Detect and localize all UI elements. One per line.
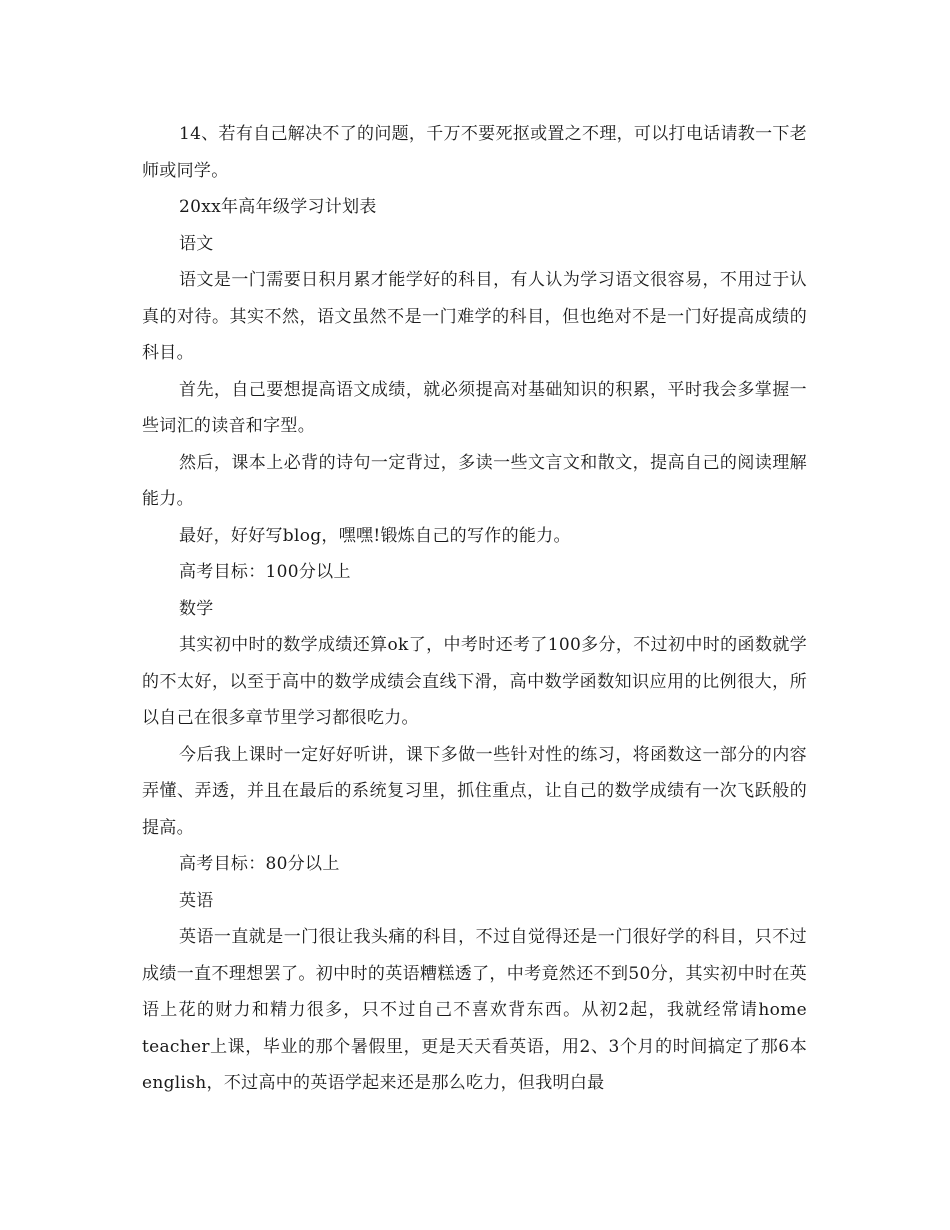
paragraph-english-intro: 英语一直就是一门很让我头痛的科目，不过自觉得还是一门很好学的科目，只不过成绩一直不理想罢了。初中时的英语糟糕透了，中考竟然还不到50分，其实初中时在英语上花的财力和精力很多，只不过自己不喜欢背东西。从初2起，我就经常请home teacher上课，毕业的那个暑假里，更是天天看英语，用2、3个月的时间搞定了那6本english，不过高中的英语学起来还是那么吃力，但我明白最 (142, 927, 807, 1093)
paragraph-chinese-intro: 语文是一门需要日积月累才能学好的科目，有人认为学习语文很容易，不用过于认真的对待。其实不然，语文虽然不是一门难学的科目，但也绝对不是一门好提高成绩的科目。 (142, 270, 807, 363)
paragraph-tip-14: 14、若有自己解决不了的问题，千万不要死抠或置之不理，可以打电话请教一下老师或同学。 (142, 124, 807, 181)
paragraph-math-intro: 其实初中时的数学成绩还算ok了，中考时还考了100多分，不过初中时的函数就学的不太好，以至于高中的数学成绩会直线下滑，高中数学函数知识应用的比例很大，所以自己在很多章节里学习都很吃力。 (142, 635, 807, 728)
document-page (142, 116, 807, 1102)
paragraph-chinese-finally: 最好，好好写blog，嘿嘿!锻炼自己的写作的能力。 (179, 525, 571, 546)
paragraph-math-plan: 今后我上课时一定好好听讲，课下多做一些针对性的练习，将函数这一部分的内容弄懂、弄透，并且在最后的系统复习里，抓住重点，让自己的数学成绩有一次飞跃般的提高。 (142, 744, 807, 838)
section-heading-english: 英语 (179, 890, 214, 911)
paragraph-chinese-first: 首先，自己要想提高语文成绩，就必须提高对基础知识的积累，平时我会多掌握一些词汇的读音和字型。 (142, 379, 807, 436)
section-heading-chinese: 语文 (179, 233, 214, 254)
section-heading-math: 数学 (179, 598, 214, 619)
plan-title: 20xx年高年级学习计划表 (179, 197, 377, 217)
paragraph-chinese-then: 然后，课本上必背的诗句一定背过，多读一些文言文和散文，提高自己的阅读理解能力。 (142, 452, 807, 509)
chinese-goal: 高考目标：100分以上 (179, 562, 351, 582)
math-goal: 高考目标：80分以上 (179, 854, 340, 874)
